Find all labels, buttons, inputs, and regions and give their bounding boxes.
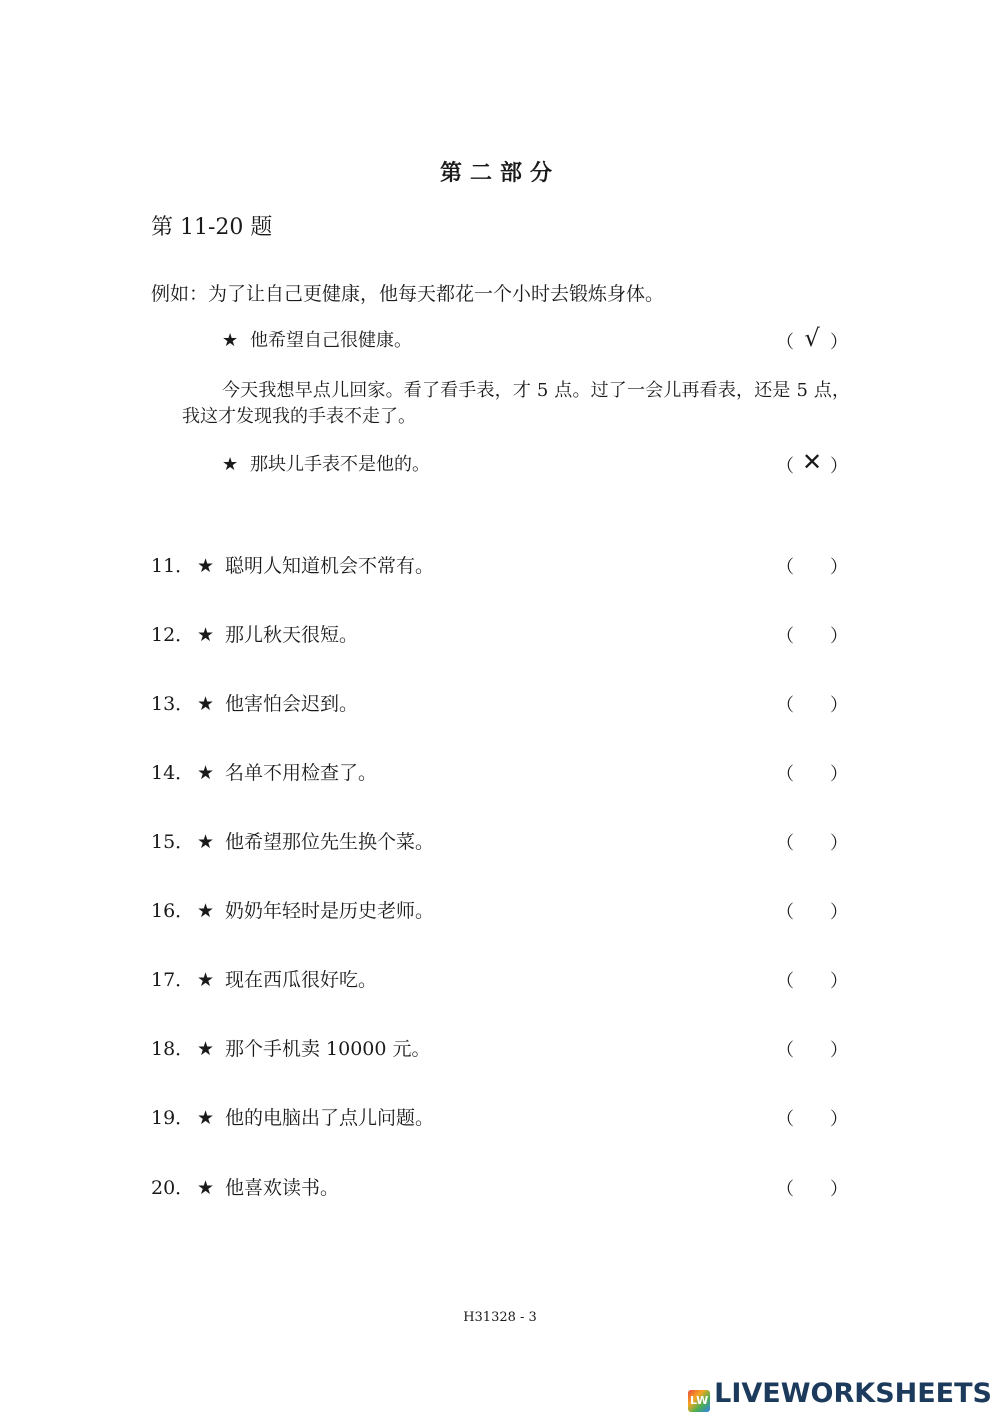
question-item: 15． ★ 他希望那位先生换个菜。 [151, 831, 435, 853]
liveworksheets-logo [688, 1378, 992, 1412]
example-statement-2 [222, 450, 430, 476]
example-statement-1 [222, 326, 412, 352]
page-footer: H31328 - 3 [463, 1310, 537, 1325]
question-item: 13． ★ 他害怕会迟到。 [151, 693, 359, 715]
answer-blank[interactable]: （ ） [776, 557, 848, 578]
question-item: 17． ★ 现在西瓜很好吃。 [151, 969, 378, 991]
answer-blank[interactable]: （ ） [776, 1109, 848, 1130]
answer-blank[interactable]: （ ） [776, 833, 848, 854]
brand-text: LIVEWORKSHEETS [714, 1378, 992, 1409]
star-icon: ★ [197, 555, 215, 577]
question-item: 20． ★ 他喜欢读书。 [151, 1177, 340, 1199]
example-intro: 例如：为了让自己更健康，他每天都花一个小时去锻炼身体。 [151, 283, 665, 305]
star-icon: ★ [197, 1177, 215, 1199]
example-answer-1: （ √ ） [776, 324, 848, 353]
check-mark-icon: √ [804, 324, 820, 352]
answer-blank[interactable]: （ ） [776, 902, 848, 923]
answer-blank[interactable]: （ ） [776, 695, 848, 716]
question-item: 16． ★ 奶奶年轻时是历史老师。 [151, 900, 435, 922]
answer-blank[interactable]: （ ） [776, 626, 848, 647]
star-icon: ★ [197, 1107, 215, 1129]
liveworksheets-badge-icon: LW [688, 1390, 710, 1412]
statement-text: 那块儿手表不是他的。 [250, 454, 430, 475]
statement-text: 他希望自己很健康。 [250, 330, 412, 351]
star-icon: ★ [197, 900, 215, 922]
question-item: 12． ★ 那儿秋天很短。 [151, 624, 359, 646]
question-item: 19． ★ 他的电脑出了点儿问题。 [151, 1107, 435, 1129]
star-icon: ★ [197, 1038, 215, 1060]
star-icon: ★ [197, 624, 215, 646]
star-icon: ★ [197, 762, 215, 784]
answer-blank[interactable]: （ ） [776, 971, 848, 992]
star-icon: ★ [197, 831, 215, 853]
question-item: 18． ★ 那个手机卖 10000 元。 [151, 1038, 431, 1060]
question-item: 11． ★ 聪明人知道机会不常有。 [151, 555, 435, 577]
cross-mark-icon: ✕ [801, 448, 823, 476]
star-icon: ★ [222, 330, 239, 351]
star-icon: ★ [197, 969, 215, 991]
question-range: 第 11-20 题 [151, 215, 273, 240]
example-answer-2: （ ✕ ） [776, 448, 848, 477]
star-icon: ★ [222, 454, 239, 475]
question-item: 14． ★ 名单不用检查了。 [151, 762, 378, 784]
section-title: 第二部分 [439, 161, 560, 186]
answer-blank[interactable]: （ ） [776, 1179, 848, 1200]
answer-blank[interactable]: （ ） [776, 764, 848, 785]
example-passage: 今天我想早点儿回家。看了看手表，才 5 点。过了一会儿再看表，还是 5 点，我这才发现我的手表不走了。 [182, 380, 850, 427]
star-icon: ★ [197, 693, 215, 715]
answer-blank[interactable]: （ ） [776, 1040, 848, 1061]
